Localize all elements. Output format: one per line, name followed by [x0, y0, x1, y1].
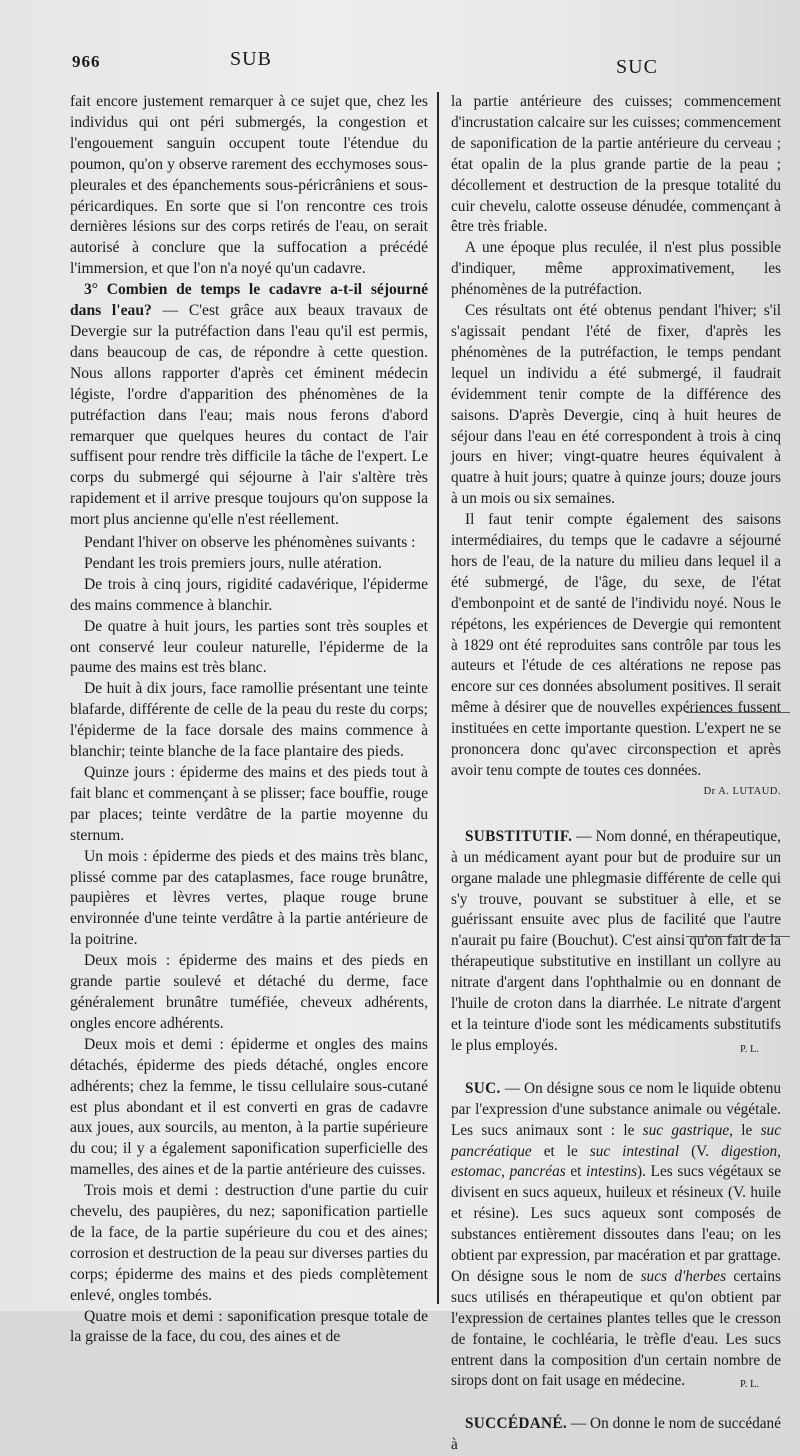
- entry-body: et: [565, 1163, 587, 1181]
- left-column: [70, 92, 428, 1348]
- paragraph: fait encore justement remarquer à ce sujet que, chez les individus qui ont péri submergés, la congestion et l'engouement sanguin occupent toute l'étendue du poumon, qu'on y observe rarement des ecchymoses sous-pleurales et des épanchements sous-péricrâniens et sous-péricardiques. En sorte que si l'on rencontre ces trois dernières lésions sur des corps retirés de l'eau, on serait autorisé à conclure que la suffocation a précédé l'immersion, et que l'on n'a noyé qu'un cadavre.: [70, 93, 428, 278]
- cross-reference: digestion, estomac, pancréas: [451, 1142, 781, 1181]
- entry-body: — Nom donné, en thérapeutique, à un médicament ayant pour but de produire sur un organe malade une phlegmasie différente de celle qui s'y trouve, pouvant se substituer à elle, et se guérissant ensuite avec plus de facilité que l'autre n'aurait pu faire (Bouchut). C'est ainsi qu'on fait de la thérapeutique substitutive en instillant un collyre au nitrate d'argent dans l'ophthalmie ou en donnant de l'huile de croton dans la diarrhée. Le nitrate d'argent et la teinture d'iode sont les médicaments substitutifs le plus employés.: [451, 827, 781, 1054]
- paragraph: A une époque plus reculée, il n'est plus possible d'indiquer, même approximativement, les phénomènes de la putréfaction.: [451, 239, 781, 299]
- paragraph: De huit à dix jours, face ramollie présentant une teinte blafarde, différente de celle de la peau du reste du corps; l'épiderme de la face dorsale des mains commence à blanchir; teinte blanche de la face plantaire des pieds.: [70, 680, 428, 761]
- author-initials: P. L.: [740, 1379, 759, 1391]
- question-body: — C'est grâce aux beaux travaux de Devergie sur la putréfaction dans l'eau qu'il est permis, dans beaucoup de cas, de répondre à cette question. Nous allons rapporter d'après cet éminent médecin légiste, l'ordre d'apparition des phénomènes de la putréfaction dans l'eau; mais nous ferons d'abord remarquer que quelques heures du contact de l'air suffisent pour rendre très difficile la tâche de l'expert. Le corps du submergé qui séjourne à l'air s'altère très rapidement et il arrive presque toujours qu'on suppose la mort plus ancienne qu'elle n'est réellement.: [70, 302, 428, 529]
- paragraph: De trois à cinq jours, rigidité cadavérique, l'épiderme des mains commence à blanchir.: [70, 575, 428, 614]
- entry-suc: [451, 1079, 781, 1393]
- paragraph: Deux mois et demi : épiderme et ongles des mains détachés, épiderme des pieds détaché, ongles encore adhérents; chez la femme, le tissu cellulaire sous-cutané est plus abondant et il est converti en gras de cadavre aux joues, aux sourcils, au menton, à la partie supérieure du cou; il y a également saponification superficielle des mamelles, des aines et de la partie antérieure des cuisses.: [70, 1035, 428, 1179]
- entry-headword: SUBSTITUTIF.: [465, 827, 573, 845]
- entry-body: — On désigne sous ce nom le liquide obtenu par l'expression d'une substance animale ou végétale. Les sucs animaux sont : le: [451, 1079, 781, 1139]
- term: suc gastrique: [642, 1121, 730, 1139]
- entry-headword: SUCCÉDANÉ.: [465, 1415, 568, 1433]
- paragraph: Ces résultats ont été obtenus pendant l'hiver; s'il s'agissait pendant l'été de fixer, d'après les phénomènes de la putréfaction, le temps pendant lequel un individu a été submergé, il faudrait évidemment tenir compte de la différence des saisons. D'après Devergie, cinq à huit heures de séjour dans l'eau en été correspondent à trois à cinq jours en hiver; vingt-quatre heures équivalent à quatre à huit jours; quatre à quinze jours; douze jours à un mois ou six semaines.: [451, 302, 781, 508]
- paragraph: Deux mois : épiderme des mains et des pieds en grande partie soulevé et détaché du derme, face généralement brunâtre tuméfiée, cheveux adhérents, ongles encore adhérents.: [70, 952, 428, 1032]
- entry-succedane: [451, 1414, 781, 1456]
- column-divider: [437, 92, 439, 1304]
- right-column: [451, 92, 781, 1456]
- entry-body: — On donne le nom de succédané à: [451, 1415, 781, 1454]
- paragraph: la partie antérieure des cuisses; commencement d'incrustation calcaire sur les cuisses; commencement de saponification de la partie antérieure du cerveau ; état opalin de la plus grande partie de la peau ; décollement et destruction de la presque totalité du cuir chevelu, calotte osseuse dénudée, commençant à être très friable.: [451, 93, 781, 236]
- page-number: 966: [72, 52, 101, 71]
- question-heading: 3° Combien de temps le cadavre a-t-il séjourné dans l'eau?: [70, 281, 428, 320]
- term: suc pancréatique: [451, 1121, 781, 1160]
- paragraph: Un mois : épiderme des pieds et des mains très blanc, plissé comme par des cataplasmes, face rouge brunâtre, paupières et lèvres vertes, plaque rouge brune environnée d'une teinte verdâtre à la partie antérieure de la poitrine.: [70, 847, 428, 949]
- paragraph: Pendant les trois premiers jours, nulle atération.: [84, 554, 382, 572]
- entry-body: , le: [729, 1121, 761, 1139]
- paragraph: Trois mois et demi : destruction d'une partie du cuir chevelu, des paupières, du nez; saponification partielle de la face, de la partie supérieure du cou et des aines; corrosion et destruction de la peau sur diverses parties du corps; épiderme des mains et des pieds complètement enlevé, ongles tombés.: [70, 1182, 428, 1304]
- paragraph: Il faut tenir compte également des saisons intermédiaires, du temps que le cadavre a séjourné hors de l'eau, de la nature du milieu dans lequel il a été submergé, de l'âge, du sexe, de l'état d'embonpoint et de santé de l'individu noyé. Nous le répétons, les expériences de Devergie qui remontent à 1829 ont été reproduites sans contrôle par tous les auteurs et l'étude de ces altérations ne repose pas encore sur ces données absolument positives. Il serait même à désirer que de nouvelles expériences fussent instituées en cette importante question. L'expert ne se prononcera donc qu'avec circonspection et après avoir tenu compte de toutes ces données.: [451, 511, 781, 779]
- entry-body: et le: [531, 1142, 590, 1160]
- entry-headword: SUC.: [465, 1079, 501, 1097]
- term: sucs d'herbes: [640, 1267, 727, 1285]
- question-paragraph: [70, 280, 428, 531]
- paragraph: Pendant l'hiver on observe les phénomènes suivants :: [84, 534, 416, 552]
- entry-body: ). Les sucs végétaux se divisent en sucs aqueux, huileux et résineux (V. huile et résine). Les sucs aqueux sont composés de substances entièrement dissoutes dans l'eau; on les obtient par expression, par macération et par grattage. On désigne sous le nom de: [451, 1163, 781, 1285]
- running-header: [0, 48, 800, 78]
- entry-body: certains sucs utilisés en thérapeutique et qu'on obtient par l'expression de certaines plantes telles que le cresson de fontaine, le cochléaria, le trèfle d'eau. Les sucs entrent dans la composition d'un certain nombre de sirops dont on fait usage en médecine.: [451, 1267, 781, 1390]
- term: suc intestinal: [589, 1142, 680, 1160]
- paragraph: Quinze jours : épiderme des mains et des pieds tout à fait blanc et commençant à se plisser; face bouffie, rouge par places; teinte verdâtre de la partie moyenne du sternum.: [70, 764, 428, 844]
- header-right-word: SUC: [616, 56, 658, 78]
- entry-substitutif: [451, 827, 781, 1057]
- entry-body: (V.: [679, 1142, 722, 1160]
- author-signature: Dr A. LUTAUD.: [703, 785, 781, 797]
- author-initials: P. L.: [740, 1043, 759, 1055]
- paragraph: Quatre mois et demi : saponification presque totale de la graisse de la face, du cou, des aines et de: [70, 1307, 428, 1346]
- header-left-word: SUB: [230, 48, 272, 70]
- cross-reference: intestins: [586, 1163, 638, 1181]
- paragraph: De quatre à huit jours, les parties sont très souples et ont conservé leur couleur naturelle, l'épiderme de la paume des mains est très blanc.: [70, 617, 428, 677]
